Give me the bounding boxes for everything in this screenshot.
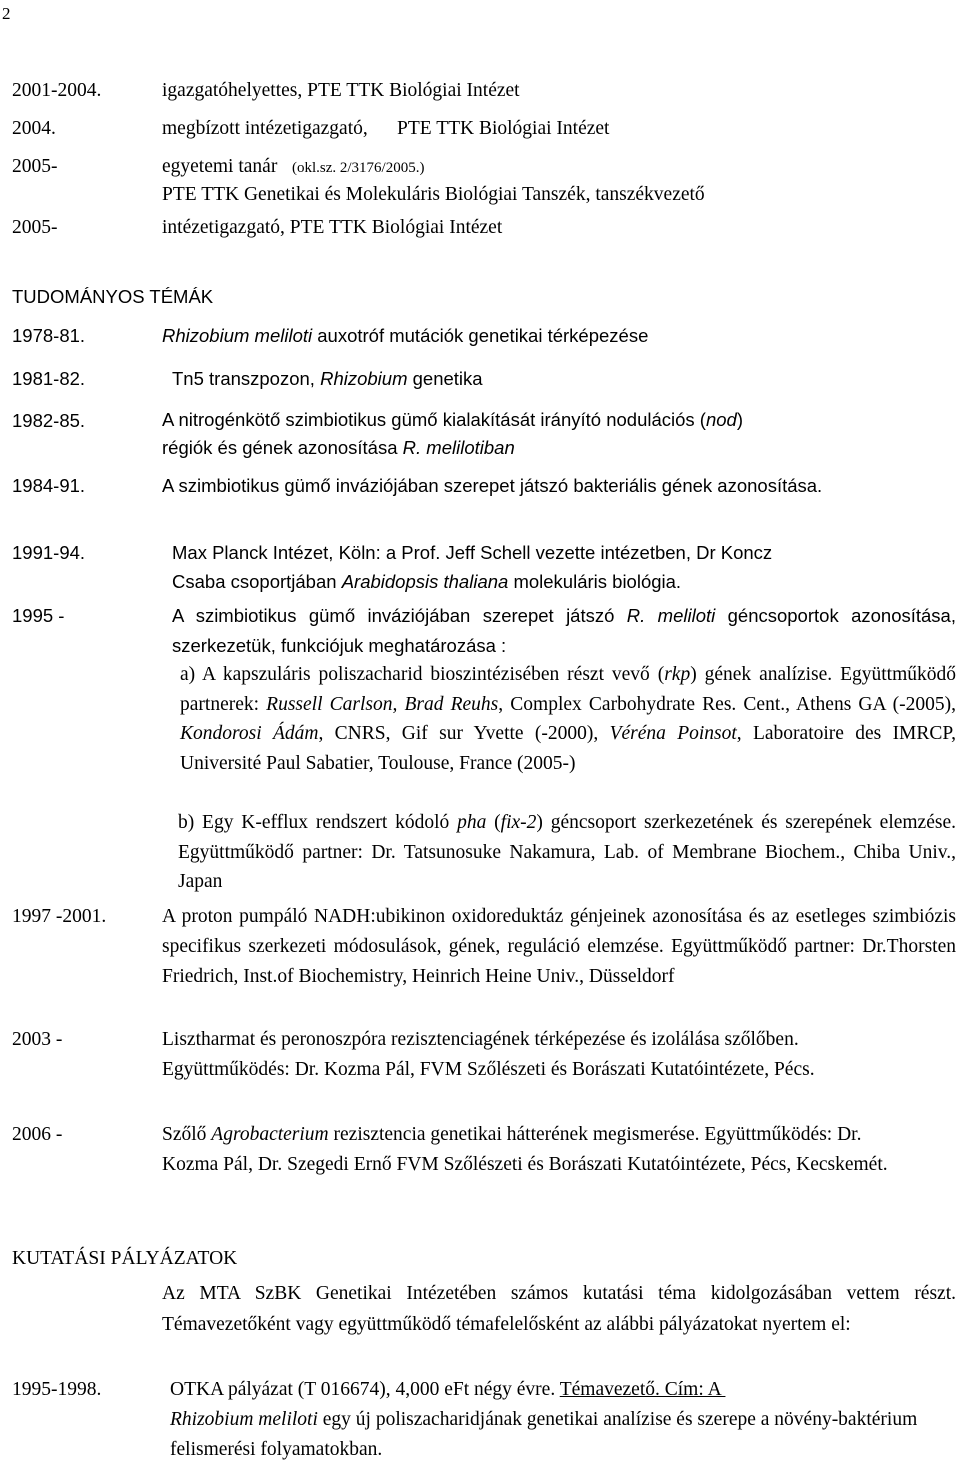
topic-text-part: Szőlő: [162, 1124, 212, 1145]
page-number: 2: [2, 4, 11, 23]
position-text: igazgatóhelyettes, PTE TTK Biológiai Intézet: [162, 80, 520, 101]
topic-row: [12, 406, 956, 462]
grants-intro-text: Az MTA SzBK Genetikai Intézetében számos kutatási téma kidolgozásában vettem részt. Témavezetőként vagy együttműködő témafelelősként az alábbi pályázatokat nyertem el:: [162, 1283, 956, 1335]
topic-date: 1997 -2001.: [12, 906, 107, 927]
gene-name: nod: [705, 409, 737, 430]
species-name: Rhizobium: [320, 368, 408, 389]
position-row: [12, 180, 956, 210]
grant-row: [12, 1375, 956, 1465]
topic-row: [12, 538, 956, 596]
person-name: Véréna Poinsot: [609, 723, 737, 744]
position-date: 2005-: [12, 217, 58, 238]
gene-name: fix-2: [500, 812, 537, 833]
grant-text: [170, 1375, 956, 1465]
grants-intro: [12, 1278, 956, 1340]
topic-date: 2003 -: [12, 1029, 63, 1050]
topic-text-part: rezisztencia genetikai hátterének megismerése. Együttműködés: Dr. Kozma Pál, Dr. Szegedi Ernő FVM Szőlészeti és Borászati Kutatóintézete, Pécs, Kecskemét.: [162, 1124, 888, 1175]
topic-text-part: molekuláris biológia.: [508, 571, 682, 592]
topic-text-part: , Laboratoire des IMRCP, Université Paul Sabatier, Toulouse, France (2005-): [180, 723, 956, 774]
position-text: PTE TTK Genetikai és Molekuláris Biológiai Tanszék, tanszékvezető: [162, 184, 705, 205]
topic-text-part: Csaba csoportjában: [172, 571, 342, 592]
topic-date: 1981-82.: [12, 368, 86, 389]
position-text: [162, 152, 956, 184]
topic-text-part: régiók és gének azonosítása: [162, 437, 403, 458]
position-row: [12, 114, 956, 144]
gene-name: pha: [457, 812, 487, 833]
position-title: egyetemi tanár: [162, 156, 278, 177]
topic-text-part: (: [486, 812, 501, 833]
topic-text-part: a) A kapszuláris poliszacharid bioszintézisében részt vevő (: [180, 664, 665, 685]
position-date: 2004.: [12, 118, 56, 139]
topic-date: 1984-91.: [12, 475, 86, 496]
grant-date: 1995-1998.: [12, 1379, 102, 1400]
topic-text: A proton pumpáló NADH:ubikinon oxidoreduktáz génjeinek azonosítása és az esetleges szimbiózis specifikus szerkezeti módosulások, gének, reguláció elemzése. Együttműködő partner: Dr.Thorsten Friedrich, Inst.of Biochemistry, Heinrich Heine Univ., Düsseldorf: [162, 906, 956, 987]
species-name: Rhizobium meliloti: [162, 325, 313, 346]
position-date: 2001-2004.: [12, 80, 102, 101]
species-name: Rhizobium meliloti: [170, 1409, 318, 1430]
gene-name: rkp: [664, 664, 691, 685]
topic-date: 1982-85.: [12, 410, 86, 431]
topic-text-part: géncsoportok azonosítása, szerkezetük, funkciójuk meghatározása :: [172, 605, 956, 656]
grant-lead: Témavezető. Cím: A: [559, 1379, 726, 1400]
topic-text: Lisztharmat és peronoszpóra rezisztenciagének térképezése és izolálása szőlőben. Együttműködés: Dr. Kozma Pál, FVM Szőlészeti és Borászati Kutatóintézete, Pécs.: [162, 1029, 815, 1080]
topic-row: [12, 1025, 956, 1085]
topic-text: [172, 538, 956, 596]
topic-text-part: b) Egy K-efflux rendszert kódoló: [178, 812, 458, 833]
topic-text-part: genetika: [407, 368, 483, 389]
topic-text: [172, 601, 956, 661]
topic-text-part: Max Planck Intézet, Köln: a Prof. Jeff Schell vezette intézetben, Dr Koncz: [172, 542, 773, 563]
topic-text-part: , Complex Carbohydrate Res. Cent., Athens GA (-2005),: [498, 693, 956, 715]
topic-date: 1991-94.: [12, 542, 86, 563]
topic-row: [12, 1120, 956, 1180]
position-text: intézetigazgató, PTE TTK Biológiai Intézet: [162, 217, 503, 238]
topic-text-part: A nitrogénkötő szimbiotikus gümő kialakítását irányító nodulációs (: [162, 409, 706, 430]
person-names: Russell Carlson, Brad Reuhs: [266, 693, 499, 715]
position-date: 2005-: [12, 156, 58, 177]
subitem-text: [180, 660, 956, 778]
grant-text-part: egy új poliszacharidjának genetikai analízise és szerepe a növény-baktérium felismerési folyamatokban.: [170, 1409, 918, 1460]
topic-text-part: ) gének analízise. Együttműködő partnerek:: [180, 664, 957, 715]
section-heading-topics: TUDOMÁNYOS TÉMÁK: [12, 286, 214, 307]
topic-text-part: auxotróf mutációk genetikai térképezése: [312, 325, 649, 346]
position-row: [12, 152, 956, 184]
topic-text-part: ): [736, 409, 744, 430]
topic-row: [12, 364, 956, 394]
grant-text-part: OTKA pályázat (T 016674), 4,000 eFt négy évre.: [170, 1379, 560, 1400]
topic-subitem-b: [12, 808, 956, 897]
topic-row: [12, 471, 956, 501]
topic-date: 1978-81.: [12, 325, 86, 346]
topic-date: 1995 -: [12, 605, 65, 626]
position-row: [12, 76, 956, 106]
topic-row: [12, 321, 956, 351]
topic-text: [162, 406, 956, 462]
section-heading-grants: KUTATÁSI PÁLYÁZATOK: [12, 1248, 238, 1269]
species-name: Agrobacterium: [211, 1124, 329, 1145]
topic-text-part: ) géncsoport szerkezetének és szerepének elemzése. Együttműködő partner: Dr. Tatsunosuke Nakamura, Lab. of Membrane Biochem., Chiba Univ., Japan: [178, 812, 956, 892]
topic-text: A szimbiotikus gümő inváziójában szerepet játszó bakteriális gének azonosítása.: [162, 475, 823, 496]
topic-text: [172, 364, 956, 394]
position-text: megbízott intézetigazgató, PTE TTK Biológiai Intézet: [162, 118, 610, 139]
topic-row: [12, 601, 956, 661]
topic-text-part: , CNRS, Gif sur Yvette (-2000),: [318, 723, 610, 744]
species-name: R. melilotiban: [402, 437, 515, 458]
topic-date: 2006 -: [12, 1124, 63, 1145]
person-name: Kondorosi Ádám: [180, 723, 319, 744]
topic-text: [162, 321, 956, 351]
topic-text-part: A szimbiotikus gümő inváziójában szerepet játszó: [172, 605, 627, 626]
position-row: [12, 213, 956, 243]
subitem-text: [178, 808, 956, 897]
species-name: Arabidopsis thaliana: [341, 571, 509, 592]
topic-text: [162, 1120, 896, 1180]
topic-row: [12, 902, 956, 992]
position-note: (okl.sz. 2/3176/2005.): [291, 160, 425, 176]
topic-text-part: Tn5 transzpozon,: [172, 368, 321, 389]
species-name: R. meliloti: [626, 605, 716, 626]
topic-subitem-a: [12, 660, 956, 778]
